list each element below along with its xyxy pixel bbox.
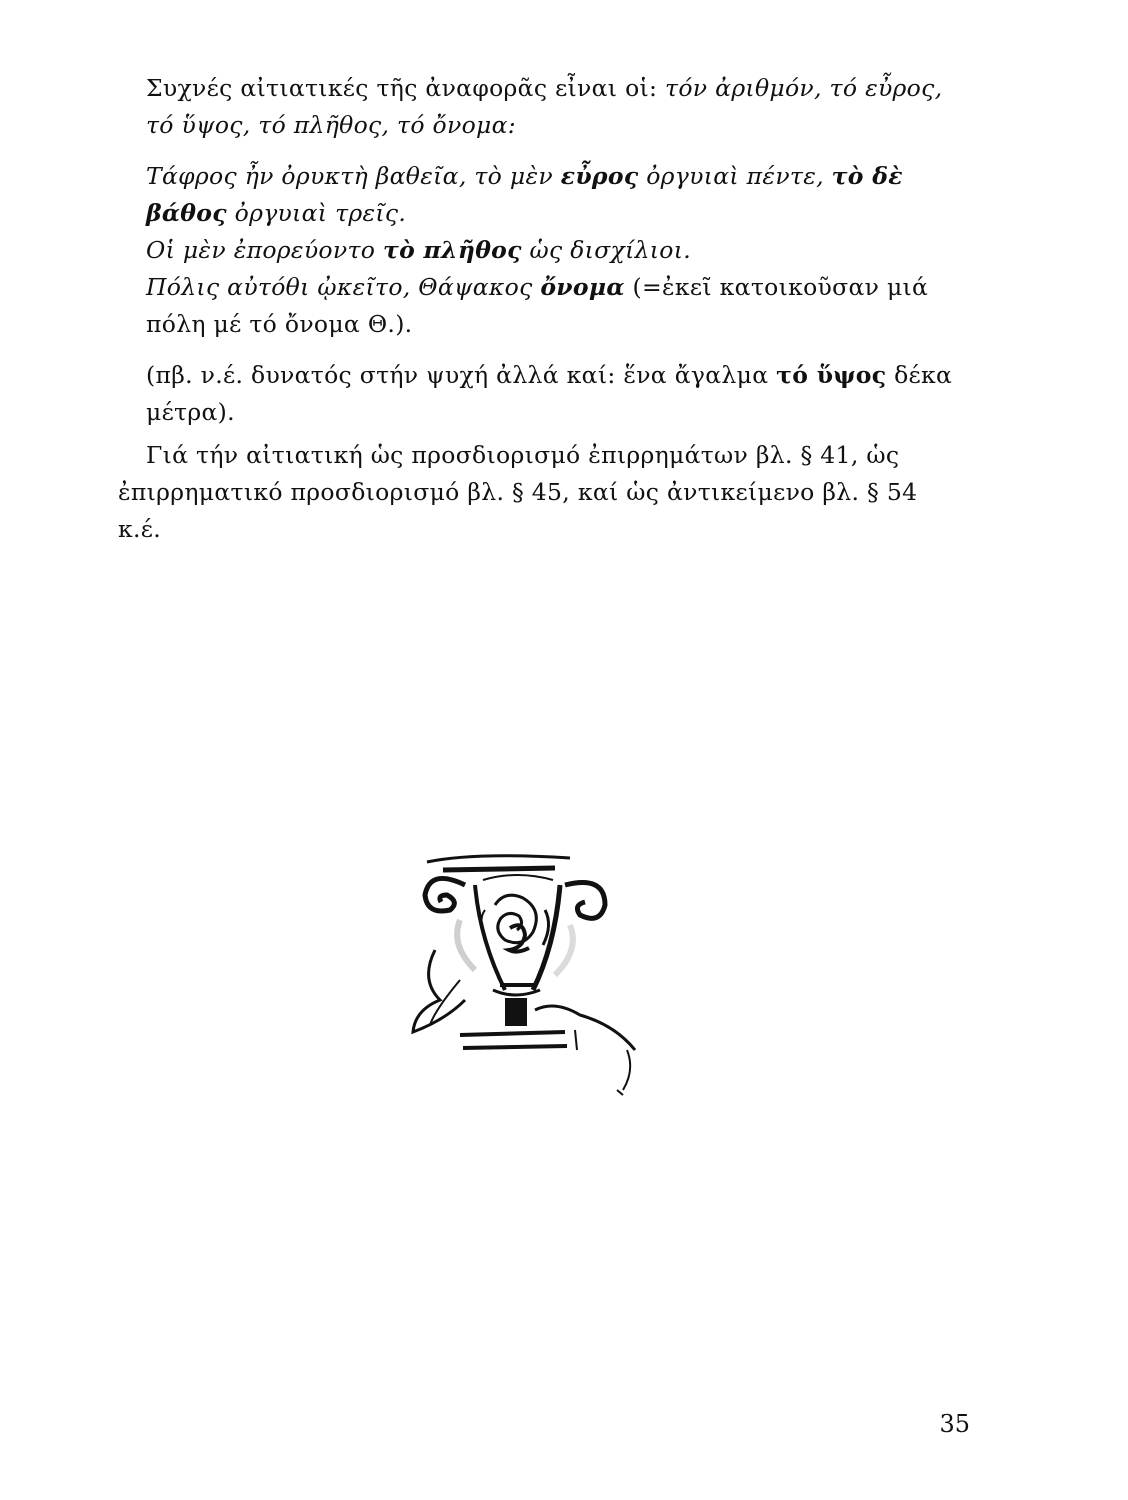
example-trench-bold2: τὸ δὲ βάθος [146,162,903,227]
example-march-part2: ὡς δισχίλιοι. [521,236,692,264]
example-trench-bold1: εὖρος [560,162,639,190]
intro-terms: τόν ἀριθμόν, τό εὖρος, τό ὕψος, τό πλῆθος, τό ὄνομα: [146,74,943,139]
example-trench [118,158,968,232]
intro-paragraph [118,70,968,144]
example-trench-part2: ὀργυιαὶ πέντε, [638,162,832,190]
page-number: 35 [939,1410,970,1438]
example-march-bold1: τὸ πλῆθος [382,236,522,264]
intro-text: Συχνές αἰτιατικές τῆς ἀναφορᾶς εἶναι οἱ: [146,74,666,102]
example-city [118,269,968,343]
example-city-bold1: ὄνομα [540,273,625,301]
vase-drawing-icon [405,850,655,1100]
example-trench-part3: ὀργυιαὶ τρεῖς. [226,199,407,227]
example-trench-part1: Τάφρος ἦν ὀρυκτὴ βαθεῖα, τὸ μὲν [146,162,561,190]
crossref-paragraph: Γιά τήν αἰτιατική ὡς προσδιορισμό ἐπιρρημάτων βλ. § 41, ὡς ἐπιρρηματικό προσδιορισμό βλ. § 45, καί ὡς ἀντικείμενο βλ. § 54 κ.έ. [118,441,918,543]
comparison-part1: (πβ. ν.έ. δυνατός στήν ψυχή ἀλλά καί: ἕνα ἄγαλμα [146,361,777,389]
example-march [118,232,968,269]
comparison-paragraph [118,357,968,431]
example-city-gloss: (=ἐκεῖ κατοικοῦσαν μιά πόλη μέ τό ὄνομα Θ.). [146,273,929,338]
text-block [118,70,968,548]
comparison-bold: τό ὕψος [776,361,887,389]
example-march-part1: Οἱ μὲν ἐπορεύοντο [146,236,383,264]
comparison-part2: δέκα μέτρα). [146,361,953,426]
example-city-part1: Πόλις αὐτόθι ᾠκεῖτο, Θάψακος [146,273,541,301]
